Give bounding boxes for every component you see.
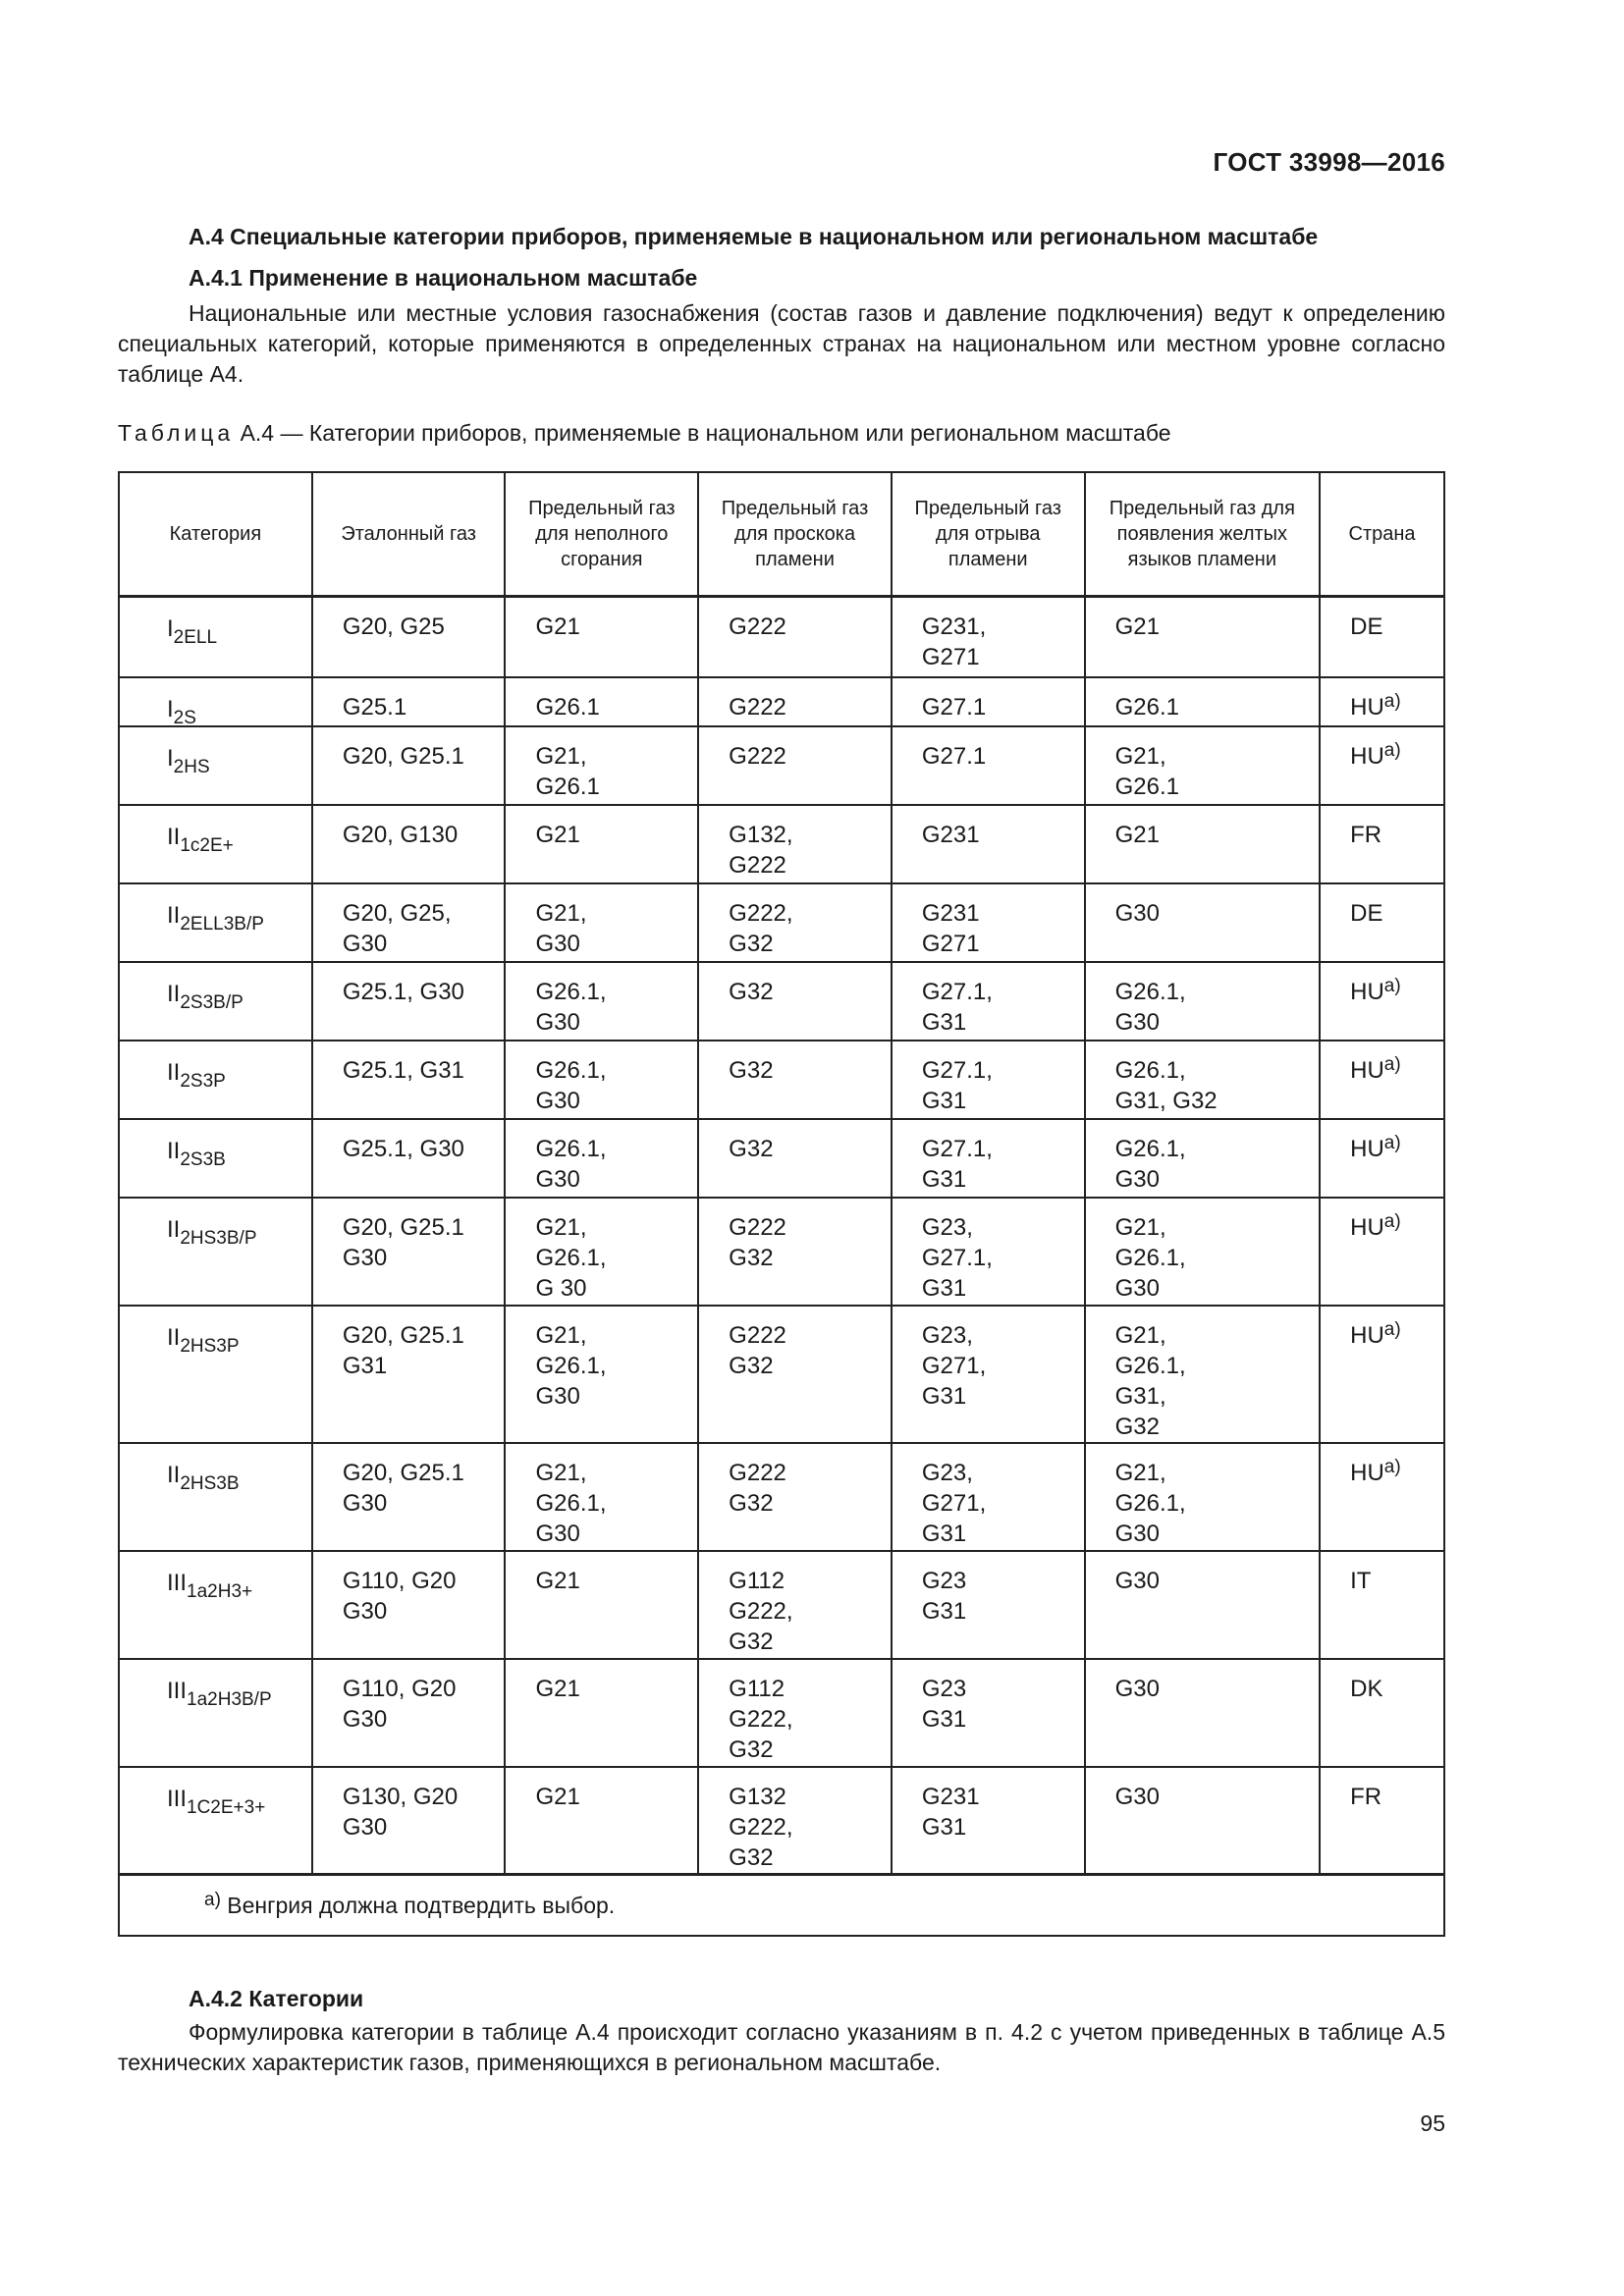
country-code: IT: [1350, 1567, 1372, 1594]
category-cell: [119, 962, 312, 1041]
incomplete-cell: G21: [505, 1551, 698, 1659]
category-cell: [119, 1659, 312, 1767]
category-subscript: 2HS3B/P: [180, 1227, 257, 1249]
country-cell: [1320, 726, 1444, 805]
lightback-cell: G32: [698, 1119, 892, 1198]
footnote-mark: a): [204, 1889, 221, 1910]
lightback-cell: G32: [698, 1041, 892, 1119]
ref-cell: G20, G25, G30: [312, 883, 506, 962]
country-cell: [1320, 962, 1444, 1041]
ref-cell: G110, G20 G30: [312, 1659, 506, 1767]
table-caption-text: А.4 — Категории приборов, применяемые в национальном или региональном масштабе: [234, 420, 1171, 446]
lightback-cell: G222, G32: [698, 883, 892, 962]
ref-cell: G110, G20 G30: [312, 1551, 506, 1659]
category-base: III: [167, 1569, 188, 1596]
incomplete-cell: G21, G26.1: [505, 726, 698, 805]
table-row: [119, 1041, 1444, 1119]
column-header: Страна: [1320, 472, 1444, 597]
lightback-cell: G222: [698, 597, 892, 677]
column-header: Категория: [119, 472, 312, 597]
category-cell: [119, 1119, 312, 1198]
section-title: А.4 Специальные категории приборов, применяемые в национальном или региональном масштабе: [189, 224, 1319, 249]
table-caption-prefix: Таблица: [118, 420, 235, 446]
lightback-cell: G112 G222, G32: [698, 1659, 892, 1767]
incomplete-cell: G26.1, G30: [505, 1119, 698, 1198]
yellow-cell: G21, G26.1, G30: [1085, 1198, 1321, 1306]
standard-header: ГОСТ 33998—2016: [1213, 147, 1445, 177]
country-cell: [1320, 677, 1444, 726]
table-row: [119, 677, 1444, 726]
categories-table: [118, 471, 1445, 1937]
ref-cell: G20, G25.1 G31: [312, 1306, 506, 1443]
table-row: [119, 805, 1444, 883]
category-base: III: [167, 1677, 188, 1704]
incomplete-cell: G21, G26.1, G30: [505, 1306, 698, 1443]
country-cell: [1320, 1041, 1444, 1119]
category-base: II: [167, 1461, 181, 1488]
incomplete-cell: G26.1, G30: [505, 962, 698, 1041]
country-code: DK: [1350, 1675, 1383, 1702]
footnote-text: Венгрия должна подтвердить выбор.: [220, 1892, 616, 1918]
column-header: Эталонный газ: [312, 472, 506, 597]
country-code: HU: [1350, 1321, 1384, 1349]
incomplete-cell: G21: [505, 805, 698, 883]
column-header: Предельный газ для проскока пламени: [698, 472, 892, 597]
liftoff-cell: G231: [892, 805, 1085, 883]
table-row: [119, 597, 1444, 677]
ref-cell: G25.1, G30: [312, 1119, 506, 1198]
lightback-cell: G222: [698, 677, 892, 726]
country-cell: [1320, 805, 1444, 883]
ref-cell: G130, G20 G30: [312, 1767, 506, 1875]
ref-cell: G20, G25.1 G30: [312, 1443, 506, 1551]
incomplete-cell: G26.1: [505, 677, 698, 726]
category-subscript: 1a2H3+: [187, 1580, 253, 1602]
table-row: [119, 726, 1444, 805]
country-cell: [1320, 1306, 1444, 1443]
category-subscript: 1a2H3B/P: [187, 1688, 272, 1710]
category-base: II: [167, 1137, 181, 1164]
category-base: I: [167, 744, 174, 772]
country-cell: [1320, 1443, 1444, 1551]
category-subscript: 2S3B/P: [180, 991, 244, 1013]
country-code: HU: [1350, 693, 1384, 721]
country-code: HU: [1350, 1135, 1384, 1162]
liftoff-cell: G27.1, G31: [892, 1041, 1085, 1119]
incomplete-cell: G21, G30: [505, 883, 698, 962]
liftoff-cell: G231, G271: [892, 597, 1085, 677]
liftoff-cell: G27.1, G31: [892, 962, 1085, 1041]
liftoff-cell: G231 G271: [892, 883, 1085, 962]
lightback-cell: G32: [698, 962, 892, 1041]
lightback-cell: G222 G32: [698, 1306, 892, 1443]
category-cell: [119, 883, 312, 962]
table-row: [119, 1659, 1444, 1767]
country-cell: [1320, 1659, 1444, 1767]
incomplete-cell: G21: [505, 1659, 698, 1767]
category-base: II: [167, 980, 181, 1007]
liftoff-cell: G23, G271, G31: [892, 1443, 1085, 1551]
category-cell: [119, 1041, 312, 1119]
category-subscript: 2ELL3B/P: [180, 913, 264, 934]
column-header: Предельный газ для неполного сгорания: [505, 472, 698, 597]
category-subscript: 1C2E+3+: [187, 1796, 266, 1818]
ref-cell: G20, G25.1: [312, 726, 506, 805]
category-cell: [119, 1443, 312, 1551]
table-row: [119, 1198, 1444, 1306]
category-base: II: [167, 1058, 181, 1086]
country-code: DE: [1350, 899, 1383, 927]
category-base: III: [167, 1785, 188, 1812]
incomplete-cell: G21: [505, 1767, 698, 1875]
yellow-cell: G21, G26.1: [1085, 726, 1321, 805]
country-footnote-mark: a): [1383, 1210, 1401, 1232]
country-footnote-mark: a): [1383, 739, 1401, 761]
yellow-cell: G30: [1085, 1551, 1321, 1659]
category-subscript: 2HS: [173, 756, 210, 777]
liftoff-cell: G23 G31: [892, 1551, 1085, 1659]
liftoff-cell: G231 G31: [892, 1767, 1085, 1875]
liftoff-cell: G23 G31: [892, 1659, 1085, 1767]
country-code: HU: [1350, 1459, 1384, 1486]
country-code: FR: [1350, 1783, 1382, 1810]
liftoff-cell: G23, G27.1, G31: [892, 1198, 1085, 1306]
country-code: HU: [1350, 1056, 1384, 1084]
categories-paragraph: Формулировка категории в таблице А.4 происходит согласно указаниям в п. 4.2 с учетом приведенных в таблице А.5 технических характеристик газов, применяющихся в региональном масштабе.: [118, 2019, 1445, 2075]
column-header: Предельный газ для отрыва пламени: [892, 472, 1085, 597]
ref-cell: G25.1, G31: [312, 1041, 506, 1119]
ref-cell: G20, G25: [312, 597, 506, 677]
yellow-cell: G21: [1085, 805, 1321, 883]
lightback-cell: G112 G222, G32: [698, 1551, 892, 1659]
table-row: [119, 1119, 1444, 1198]
category-cell: [119, 1551, 312, 1659]
table-caption: [118, 420, 1445, 447]
category-cell: [119, 726, 312, 805]
intro-paragraph: Национальные или местные условия газоснабжения (состав газов и давление подключения) ведут к определению специальных категорий, которые применяются в определенных странах на национальном или местном уровне согласно таблице А4.: [118, 300, 1445, 387]
liftoff-cell: G27.1: [892, 726, 1085, 805]
category-subscript: 2S: [173, 707, 196, 728]
category-base: II: [167, 901, 181, 929]
country-cell: [1320, 883, 1444, 962]
table-row: [119, 1767, 1444, 1875]
country-cell: [1320, 1551, 1444, 1659]
lightback-cell: G222: [698, 726, 892, 805]
yellow-cell: G26.1, G30: [1085, 962, 1321, 1041]
ref-cell: G25.1, G30: [312, 962, 506, 1041]
yellow-cell: G30: [1085, 1659, 1321, 1767]
category-cell: [119, 677, 312, 726]
country-cell: [1320, 597, 1444, 677]
country-footnote-mark: a): [1383, 1132, 1401, 1153]
country-cell: [1320, 1119, 1444, 1198]
yellow-cell: G26.1, G30: [1085, 1119, 1321, 1198]
category-base: II: [167, 823, 181, 850]
ref-cell: G20, G130: [312, 805, 506, 883]
yellow-cell: G21, G26.1, G30: [1085, 1443, 1321, 1551]
category-cell: [119, 1198, 312, 1306]
table-row: [119, 1306, 1444, 1443]
yellow-cell: G30: [1085, 1767, 1321, 1875]
table-footnote-row: [119, 1875, 1444, 1937]
lightback-cell: G222 G32: [698, 1443, 892, 1551]
category-cell: [119, 805, 312, 883]
table-body: [119, 597, 1444, 1875]
subsection-title: А.4.1 Применение в национальном масштабе: [189, 265, 698, 291]
country-code: DE: [1350, 614, 1383, 640]
country-cell: [1320, 1198, 1444, 1306]
incomplete-cell: G21, G26.1, G30: [505, 1443, 698, 1551]
table-header-row: [119, 472, 1444, 597]
country-footnote-mark: a): [1383, 690, 1401, 712]
category-cell: [119, 597, 312, 677]
category-subscript: 2ELL: [173, 627, 218, 648]
page-number: 95: [1420, 2110, 1445, 2136]
category-base: I: [167, 695, 174, 722]
yellow-cell: G26.1, G31, G32: [1085, 1041, 1321, 1119]
category-subscript: 2S3B: [180, 1148, 226, 1170]
liftoff-cell: G27.1, G31: [892, 1119, 1085, 1198]
incomplete-cell: G21: [505, 597, 698, 677]
yellow-cell: G26.1: [1085, 677, 1321, 726]
country-footnote-mark: a): [1383, 975, 1401, 996]
subsection-title-2: А.4.2 Категории: [189, 1986, 364, 2011]
ref-cell: G20, G25.1 G30: [312, 1198, 506, 1306]
column-header: Предельный газ для появления желтых языков пламени: [1085, 472, 1321, 597]
table-row: [119, 883, 1444, 962]
table-footnote: [119, 1875, 1444, 1937]
country-cell: [1320, 1767, 1444, 1875]
liftoff-cell: G23, G271, G31: [892, 1306, 1085, 1443]
table-row: [119, 1551, 1444, 1659]
table-row: [119, 962, 1444, 1041]
country-code: HU: [1350, 978, 1384, 1005]
category-base: II: [167, 1215, 181, 1243]
country-footnote-mark: a): [1383, 1318, 1401, 1340]
incomplete-cell: G26.1, G30: [505, 1041, 698, 1119]
yellow-cell: G30: [1085, 883, 1321, 962]
category-base: II: [167, 1323, 181, 1351]
category-base: I: [167, 615, 174, 642]
liftoff-cell: G27.1: [892, 677, 1085, 726]
table-row: [119, 1443, 1444, 1551]
country-footnote-mark: a): [1383, 1053, 1401, 1075]
lightback-cell: G222 G32: [698, 1198, 892, 1306]
category-cell: [119, 1767, 312, 1875]
category-subscript: 2S3P: [180, 1070, 226, 1092]
country-code: HU: [1350, 742, 1384, 770]
category-cell: [119, 1306, 312, 1443]
category-subscript: 2HS3P: [180, 1335, 240, 1357]
lightback-cell: G132 G222, G32: [698, 1767, 892, 1875]
country-code: FR: [1350, 821, 1382, 848]
ref-cell: G25.1: [312, 677, 506, 726]
yellow-cell: G21, G26.1, G31, G32: [1085, 1306, 1321, 1443]
incomplete-cell: G21, G26.1, G 30: [505, 1198, 698, 1306]
category-subscript: 2HS3B: [180, 1472, 240, 1494]
category-subscript: 1c2E+: [180, 834, 234, 856]
lightback-cell: G132, G222: [698, 805, 892, 883]
country-code: HU: [1350, 1213, 1384, 1241]
country-footnote-mark: a): [1383, 1456, 1401, 1477]
yellow-cell: G21: [1085, 597, 1321, 677]
